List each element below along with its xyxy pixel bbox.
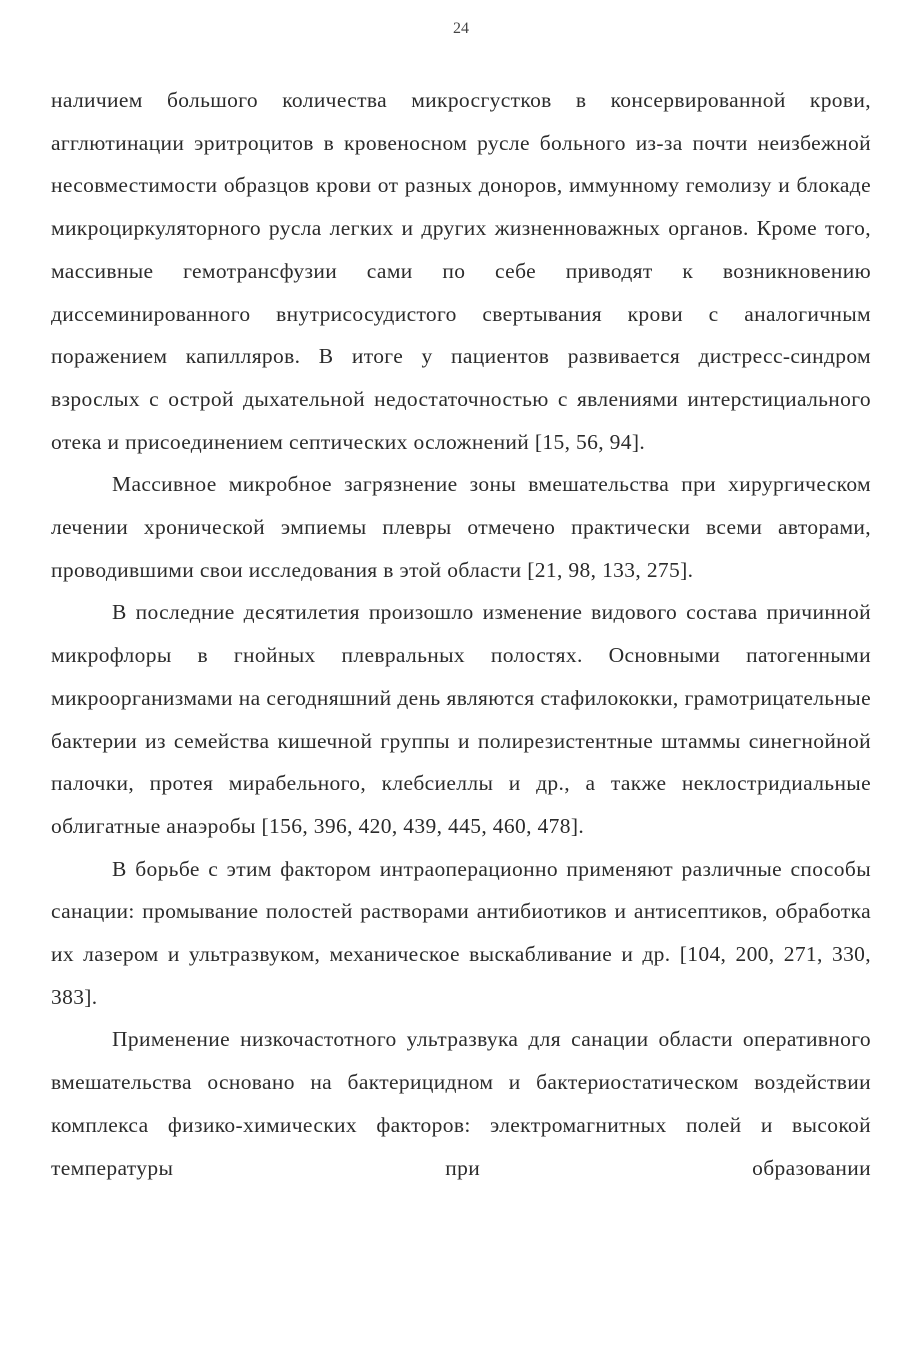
paragraph-microbial-contamination: Массивное микробное загрязнение зоны вмешательства при хирургическом лечении хронической эмпиемы плевры отмечено практически всеми авторами, проводившими свои исследования в этой области [21, 98, 133, 275].	[51, 472, 871, 582]
paragraph-microflora-composition: В последние десятилетия произошло изменение видового состава причинной микрофлоры в гнойных плевральных полостях. Основными патогенными микроорганизмами на сегодняшний день являются стафилококки, грамотрицательные бактерии из семейства кишечной группы и полирезистентные штаммы синегнойной палочки, протея мирабельного, клебсиеллы и др., а также неклостридиальные облигатные анаэробы [156, 396, 420, 439, 445, 460, 478].	[51, 600, 871, 838]
paragraph-sanitation-methods: В борьбе с этим фактором интраоперационно применяют различные способы санации: промывание полостей растворами антибиотиков и антисептиков, обработка их лазером и ультразвуком, механическое выскабливание и др. [104, 200, 271, 330, 383].	[51, 856, 871, 1009]
body-text	[51, 79, 871, 1189]
paragraph-continuation: наличием большого количества микросгустков в консервированной крови, агглютинации эритроцитов в кровеносном русле больного из-за почти неизбежной несовместимости образцов крови от разных доноров, иммунному гемолизу и блокаде микроциркуляторного русла легких и других жизненноважных органов. Кроме того, массивные гемотрансфузии сами по себе приводят к возникновению диссеминированного внутрисосудистого свертывания крови с аналогичным поражением капилляров. В итоге у пациентов развивается дистресс-синдром взрослых с острой дыхательной недостаточностью с явлениями интерстициального отека и присоединением септических осложнений [15, 56, 94].	[51, 88, 871, 454]
paragraph-ultrasound: Применение низкочастотного ультразвука для санации области оперативного вмешательства основано на бактерицидном и бактериостатическом воздействии комплекса физико-химических факторов: электромагнитных полей и высокой температуры при образовании	[51, 1027, 871, 1180]
page-number: 24	[453, 20, 469, 37]
